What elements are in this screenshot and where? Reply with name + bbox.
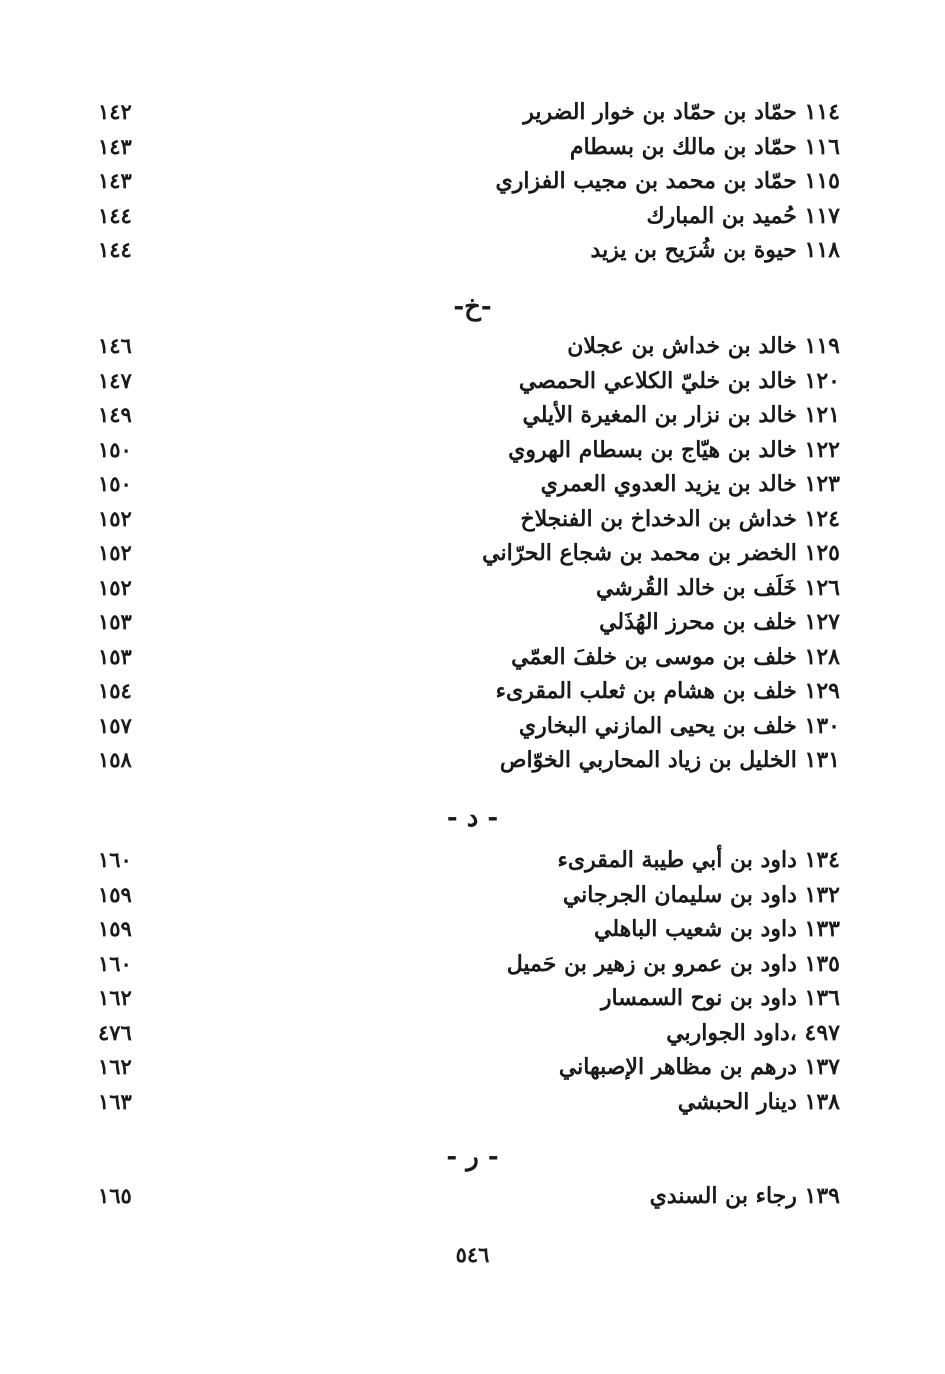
entry-name: ١٣٤ داود بن أبي طيبة المقرىء bbox=[557, 847, 840, 873]
index-row bbox=[0, 97, 945, 132]
entry-name: ١٣٢ داود بن سليمان الجرجاني bbox=[562, 881, 840, 908]
index-row bbox=[0, 983, 945, 1018]
entry-name: ١١٦ حمّاد بن مالك بن بسطام bbox=[569, 133, 840, 160]
entry-page: ١٥٧ bbox=[98, 712, 132, 738]
entry-name: ١١٥ حمّاد بن محمد بن مجيب الفزاري bbox=[495, 168, 840, 194]
entry-page: ١٤٤ bbox=[98, 237, 132, 262]
entry-page: ١٥٨ bbox=[98, 747, 132, 772]
index-row bbox=[0, 880, 945, 915]
entry-page: ١٦٢ bbox=[98, 1054, 132, 1079]
entry-name: ١٣٧ درهم بن مظاهر الإصبهاني bbox=[558, 1054, 840, 1080]
index-row bbox=[0, 676, 945, 711]
entry-page: ١٦٣ bbox=[98, 1088, 132, 1114]
index-group-ra bbox=[0, 1181, 945, 1216]
entry-name: ١١٧ حُميد بن المبارك bbox=[646, 202, 840, 229]
index-row bbox=[0, 435, 945, 470]
entry-name: ١٢٣ خالد بن يزيد العدوي العمري bbox=[540, 471, 840, 497]
index-row bbox=[0, 166, 945, 201]
index-row bbox=[0, 573, 945, 608]
index-row bbox=[0, 711, 945, 746]
entry-page: ١٥٢ bbox=[98, 574, 132, 600]
index-row bbox=[0, 1052, 945, 1087]
index-row bbox=[0, 745, 945, 780]
entry-name: ١١٩ خالد بن خداش بن عجلان bbox=[567, 333, 840, 359]
index-row bbox=[0, 331, 945, 366]
index-row bbox=[0, 504, 945, 539]
index-row bbox=[0, 642, 945, 677]
index-row bbox=[0, 538, 945, 573]
entry-page: ١٤٤ bbox=[98, 202, 132, 228]
entry-page: ١٤٢ bbox=[98, 99, 132, 124]
entry-name: ١١٤ حمّاد بن حمّاد بن خوار الضرير bbox=[523, 99, 840, 125]
section-heading-dal: - د - bbox=[446, 803, 499, 833]
entry-page: ٤٧٦ bbox=[98, 1019, 132, 1045]
entry-page: ١٥٤ bbox=[98, 678, 132, 703]
entry-name: ١٣٩ رجاء بن السندي bbox=[649, 1183, 840, 1209]
index-group-dal bbox=[0, 845, 945, 1121]
entry-page: ١٥٢ bbox=[98, 540, 132, 565]
index-group-ha bbox=[0, 97, 945, 270]
entry-page: ١٤٣ bbox=[98, 168, 132, 193]
entry-page: ١٥٣ bbox=[98, 609, 132, 634]
entry-name: ١٢٦ خَلَف بن خالد القُرشي bbox=[595, 574, 840, 601]
entry-name: ١٢٢ خالد بن هيّاج بن بسطام الهروي bbox=[508, 436, 840, 463]
entry-name: ٤٩٧ ،داود الجواربي bbox=[666, 1019, 840, 1046]
entry-page: ١٥٩ bbox=[98, 916, 132, 941]
entry-page: ١٤٧ bbox=[98, 367, 132, 393]
entry-page: ١٤٦ bbox=[98, 333, 132, 358]
entry-name: ١٣١ الخليل بن زياد المحاربي الخوّاص bbox=[499, 747, 840, 773]
entry-page: ١٥٣ bbox=[98, 643, 132, 669]
index-group-kha bbox=[0, 331, 945, 780]
entry-name: ١٢٨ خلف بن موسى بن خلفَ العمّي bbox=[511, 643, 840, 670]
index-row bbox=[0, 469, 945, 504]
entry-name: ١٣٠ خلف بن يحيى المازني البخاري bbox=[518, 712, 840, 739]
index-row bbox=[0, 1087, 945, 1122]
index-row bbox=[0, 235, 945, 270]
index-row bbox=[0, 845, 945, 880]
entry-name: ١٢٩ خلف بن هشام بن ثعلب المقرىء bbox=[495, 678, 840, 704]
entry-name: ١٢٧ خلف بن محرز الهُذَلي bbox=[599, 609, 840, 635]
entry-page: ١٦٢ bbox=[98, 985, 132, 1010]
index-row bbox=[0, 201, 945, 236]
entry-name: ١٢١ خالد بن نزار بن المغيرة الأيلي bbox=[522, 402, 840, 428]
entry-name: ١٣٦ داود بن نوح السمسار bbox=[600, 985, 840, 1011]
entry-name: ١٣٥ داود بن عمرو بن زهير بن حَميل bbox=[506, 950, 840, 977]
entry-page: ١٥٢ bbox=[98, 505, 132, 531]
section-heading-kha: -خ- bbox=[453, 292, 492, 322]
index-row bbox=[0, 400, 945, 435]
entry-page: ١٦٠ bbox=[98, 847, 132, 872]
index-row bbox=[0, 949, 945, 984]
entry-page: ١٤٩ bbox=[98, 402, 132, 427]
entry-name: ١٢٥ الخضر بن محمد بن شجاع الحرّاني bbox=[482, 540, 840, 566]
entry-name: ١٣٨ دينار الحبشي bbox=[677, 1088, 840, 1115]
page-number: ٥٤٦ bbox=[455, 1242, 490, 1267]
index-row bbox=[0, 366, 945, 401]
index-row bbox=[0, 1018, 945, 1053]
entry-page: ١٦٥ bbox=[98, 1183, 132, 1208]
entry-name: ١٣٣ داود بن شعيب الباهلي bbox=[594, 916, 840, 942]
index-row bbox=[0, 607, 945, 642]
index-row bbox=[0, 1181, 945, 1216]
entry-page: ١٥٩ bbox=[98, 881, 132, 907]
entry-page: ١٤٣ bbox=[98, 133, 132, 159]
index-row bbox=[0, 914, 945, 949]
entry-page: ١٥٠ bbox=[98, 471, 132, 496]
index-row bbox=[0, 132, 945, 167]
entry-name: ١٢٤ خداش بن الدخداخ بن الفنجلاخ bbox=[520, 505, 840, 532]
entry-name: ١١٨ حيوة بن شُرَيح بن يزيد bbox=[590, 237, 840, 263]
entry-page: ١٦٠ bbox=[98, 950, 132, 976]
section-heading-ra: - ر - bbox=[446, 1142, 499, 1172]
entry-page: ١٥٠ bbox=[98, 436, 132, 462]
entry-name: ١٢٠ خالد بن خليّ الكلاعي الحمصي bbox=[518, 367, 840, 394]
